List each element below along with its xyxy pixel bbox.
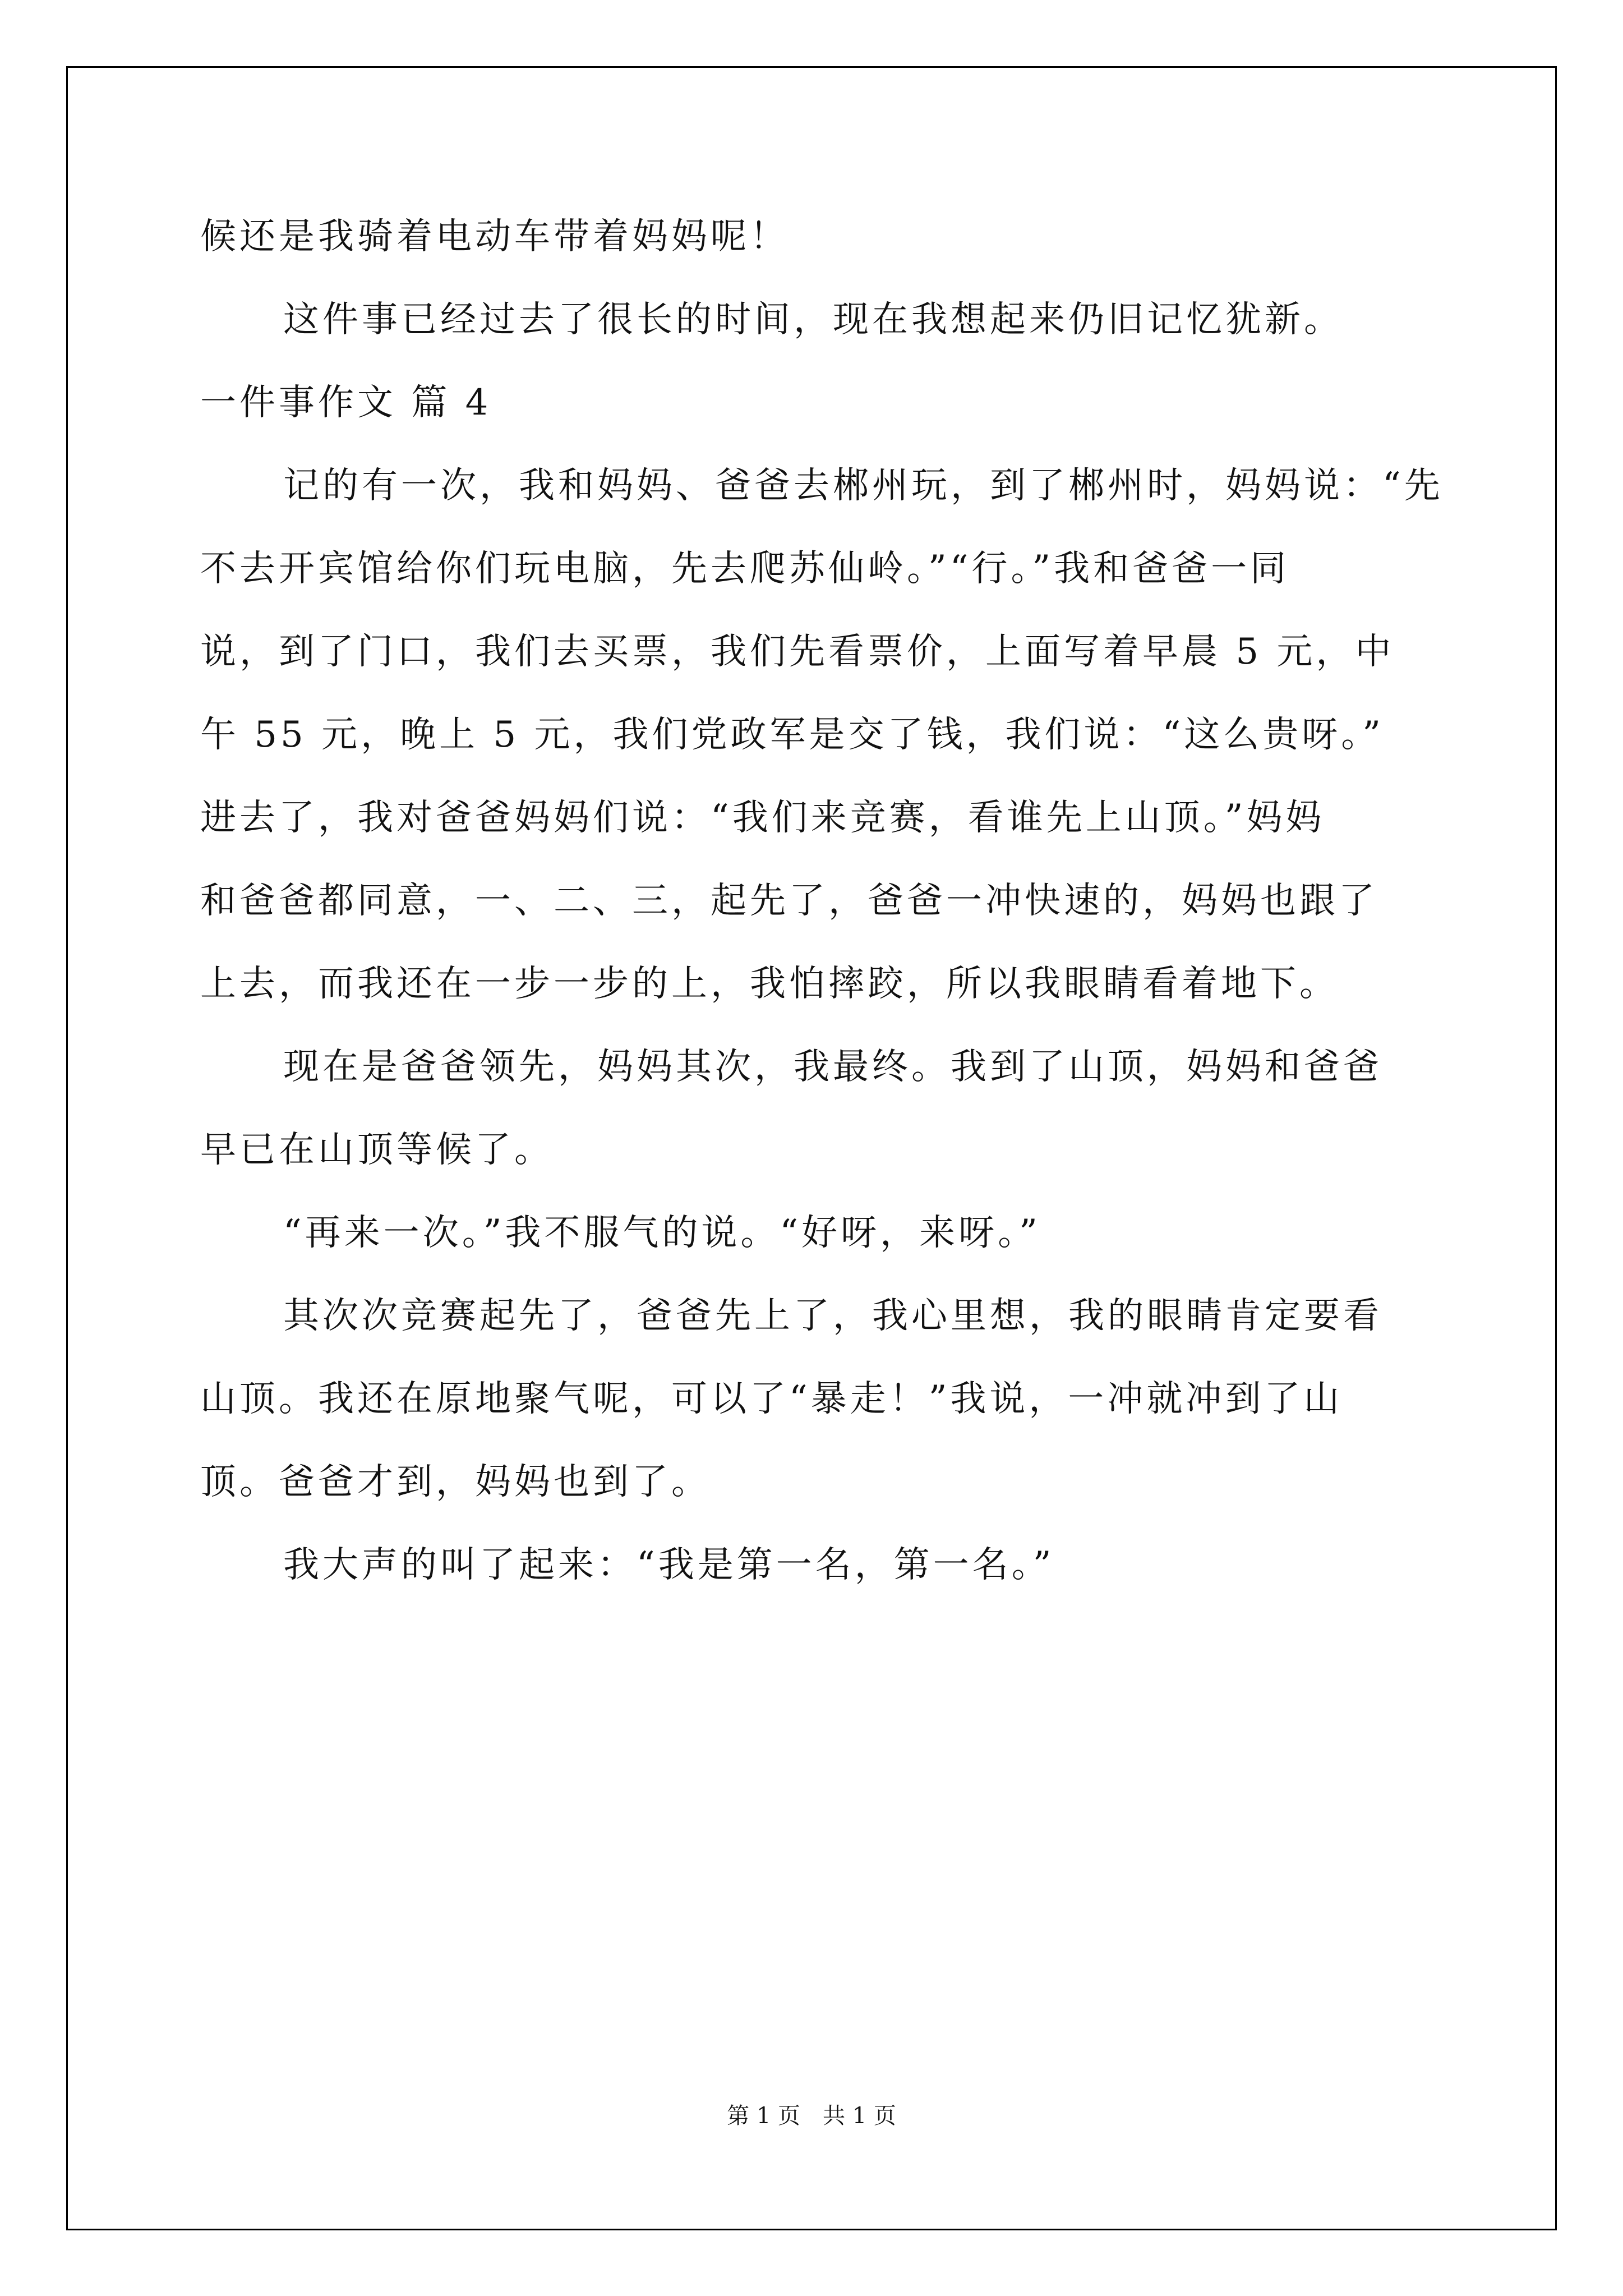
paragraph-line: 不去开宾馆给你们玩电脑，先去爬苏仙岭。”“行。”我和爸爸一同 bbox=[200, 548, 1290, 590]
paragraph-line: 其次次竞赛起先了，爸爸先上了，我心里想，我的眼睛肯定要看 bbox=[283, 1295, 1382, 1337]
paragraph-line: 和爸爸都同意，一、二、三，起先了，爸爸一冲快速的，妈妈也跟了 bbox=[200, 880, 1378, 922]
paragraph-line: 午 55 元，晚上 5 元，我们党政军是交了钱，我们说：“这么贵呀。” bbox=[200, 714, 1384, 756]
paragraph-line: 山顶。我还在原地聚气呢，可以了“暴走！”我说，一冲就冲到了山 bbox=[200, 1378, 1343, 1420]
paragraph-line: 候还是我骑着电动车带着妈妈呢！ bbox=[200, 216, 789, 257]
paragraph-line: 早已在山顶等候了。 bbox=[200, 1129, 554, 1171]
paragraph-line: 现在是爸爸领先，妈妈其次，我最终。我到了山顶，妈妈和爸爸 bbox=[283, 1046, 1382, 1088]
paragraph-line: “再来一次。”我不服气的说。“好呀，来呀。” bbox=[283, 1212, 1041, 1254]
paragraph-line: 说，到了门口，我们去买票，我们先看票价，上面写着早晨 5 元，中 bbox=[200, 631, 1395, 673]
paragraph-line: 顶。爸爸才到，妈妈也到了。 bbox=[200, 1461, 711, 1503]
section-heading: 一件事作文 篇 4 bbox=[200, 382, 492, 424]
paragraph-line: 我大声的叫了起来：“我是第一名，第一名。” bbox=[283, 1544, 1055, 1586]
paragraph-line: 上去，而我还在一步一步的上，我怕摔跤，所以我眼睛看着地下。 bbox=[200, 963, 1339, 1005]
paragraph-line: 进去了，我对爸爸妈妈们说：“我们来竞赛，看谁先上山顶。”妈妈 bbox=[200, 797, 1325, 839]
page-number-footer: 第 1 页 共 1 页 bbox=[727, 2103, 896, 2129]
paragraph-line: 记的有一次，我和妈妈、爸爸去郴州玩，到了郴州时，妈妈说：“先 bbox=[283, 465, 1444, 507]
paragraph-line: 这件事已经过去了很长的时间，现在我想起来仍旧记忆犹新。 bbox=[283, 299, 1343, 341]
